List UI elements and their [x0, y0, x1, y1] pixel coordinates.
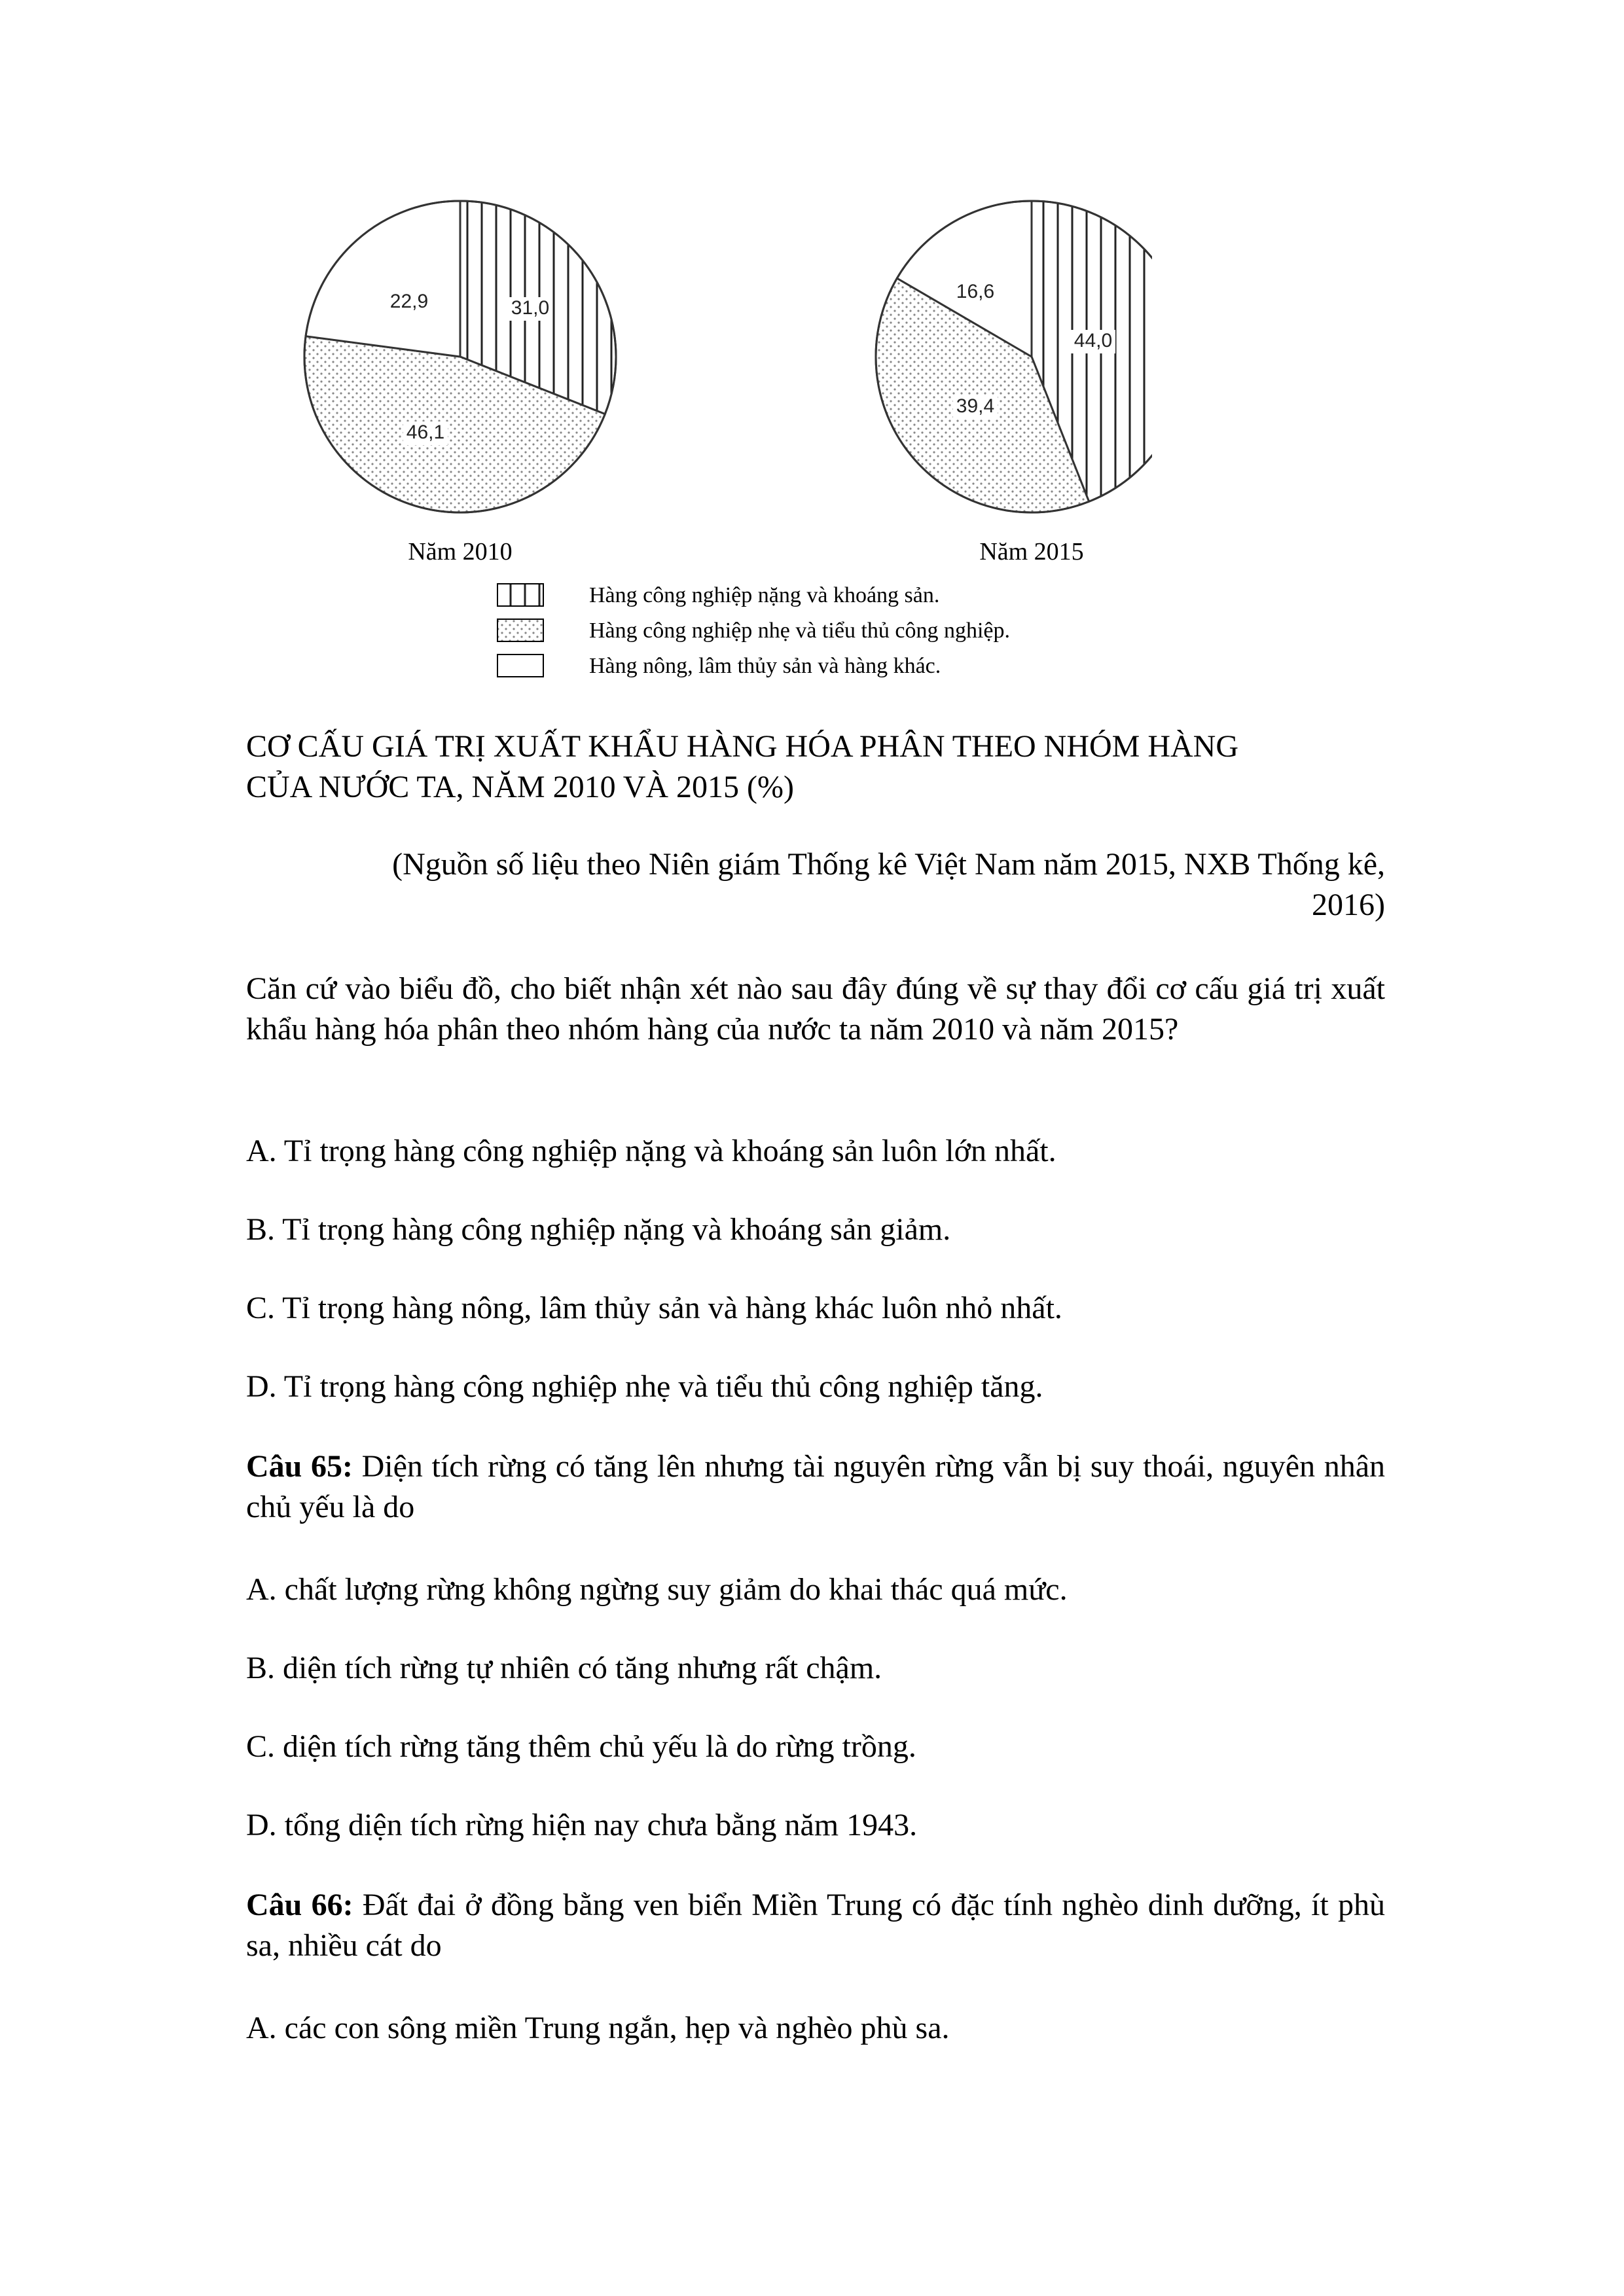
source-line-1: (Nguồn số liệu theo Niên giám Thống kê Việt Nam năm 2015, NXB Thống kê,: [392, 847, 1385, 882]
source-note: [246, 844, 1385, 925]
chart-title-line-1: CƠ CẤU GIÁ TRỊ XUẤT KHẨU HÀNG HÓA PHÂN THEO NHÓM HÀNG: [246, 729, 1239, 764]
question-66-stem: Đất đai ở đồng bằng ven biển Miền Trung có đặc tính nghèo dinh dưỡng, ít phù sa, nhiều cát do: [246, 1888, 1386, 1963]
chart-title-line-2: CỦA NƯỚC TA, NĂM 2010 VÀ 2015 (%): [246, 770, 794, 804]
question-65: [246, 1446, 1385, 1528]
question-65-option-b: B. diện tích rừng tự nhiên có tăng nhưng rất chậm.: [246, 1651, 882, 1685]
legend-swatch-light: [497, 619, 543, 641]
legend-label-light: Hàng công nghiệp nhẹ và tiểu thủ công nghiệp.: [589, 619, 1011, 643]
question-65-stem: Diện tích rừng có tăng lên nhưng tài nguyên rừng vẫn bị suy thoái, nguyên nhân chủ yếu là do: [246, 1449, 1385, 1524]
pie-value-label-2015-light: 39,4: [956, 395, 995, 417]
year-label-2015: Năm 2015: [979, 538, 1084, 565]
legend-swatch-heavy: [497, 584, 543, 606]
pie-value-label-2010-light: 46,1: [406, 422, 445, 443]
pie-value-label-2015-heavy: 44,0: [1074, 330, 1113, 351]
legend-label-agri: Hàng nông, lâm thủy sản và hàng khác.: [589, 654, 941, 678]
legend: [497, 583, 1010, 678]
chart-title: [246, 726, 1385, 808]
year-label-2010: Năm 2010: [408, 538, 513, 565]
legend-swatch-agri: [497, 655, 543, 677]
question-66-number: Câu 66:: [246, 1888, 353, 1922]
question-64-option-d: D. Tỉ trọng hàng công nghiệp nhẹ và tiểu thủ công nghiệp tăng.: [246, 1369, 1043, 1404]
question-64-stem: Căn cứ vào biểu đồ, cho biết nhận xét nào sau đây đúng về sự thay đổi cơ cấu giá trị xuất khẩu hàng hóa phân theo nhóm hàng của nước ta năm 2010 và năm 2015?: [246, 971, 1385, 1047]
question-64-option-a: A. Tỉ trọng hàng công nghiệp nặng và khoáng sản luôn lớn nhất.: [246, 1134, 1056, 1168]
question-64-option-c: C. Tỉ trọng hàng nông, lâm thủy sản và hàng khác luôn nhỏ nhất.: [246, 1291, 1062, 1325]
question-66-option-a: A. các con sông miền Trung ngắn, hẹp và nghèo phù sa.: [246, 2011, 950, 2045]
legend-label-heavy: Hàng công nghiệp nặng và khoáng sản.: [589, 583, 940, 607]
question-64-option-b: B. Tỉ trọng hàng công nghiệp nặng và khoáng sản giảm.: [246, 1212, 951, 1247]
pie-chart-2010: [304, 201, 616, 512]
pie-chart-2015: [876, 201, 1152, 512]
pie-value-label-2010-agri: 22,9: [389, 291, 429, 312]
question-65-option-d: D. tổng diện tích rừng hiện nay chưa bằng năm 1943.: [246, 1808, 918, 1842]
question-65-number: Câu 65:: [246, 1449, 353, 1484]
pie-chart-figure: [249, 183, 1152, 694]
pie-slice-2010-agri: [306, 201, 460, 357]
question-66: [246, 1885, 1385, 1966]
question-65-option-a: A. chất lượng rừng không ngừng suy giảm do khai thác quá mức.: [246, 1572, 1068, 1607]
source-line-2: 2016): [1312, 888, 1385, 922]
question-65-option-c: C. diện tích rừng tăng thêm chủ yếu là do rừng trồng.: [246, 1729, 916, 1764]
pie-value-label-2015-agri: 16,6: [956, 281, 995, 302]
pie-value-label-2010-heavy: 31,0: [511, 297, 550, 319]
